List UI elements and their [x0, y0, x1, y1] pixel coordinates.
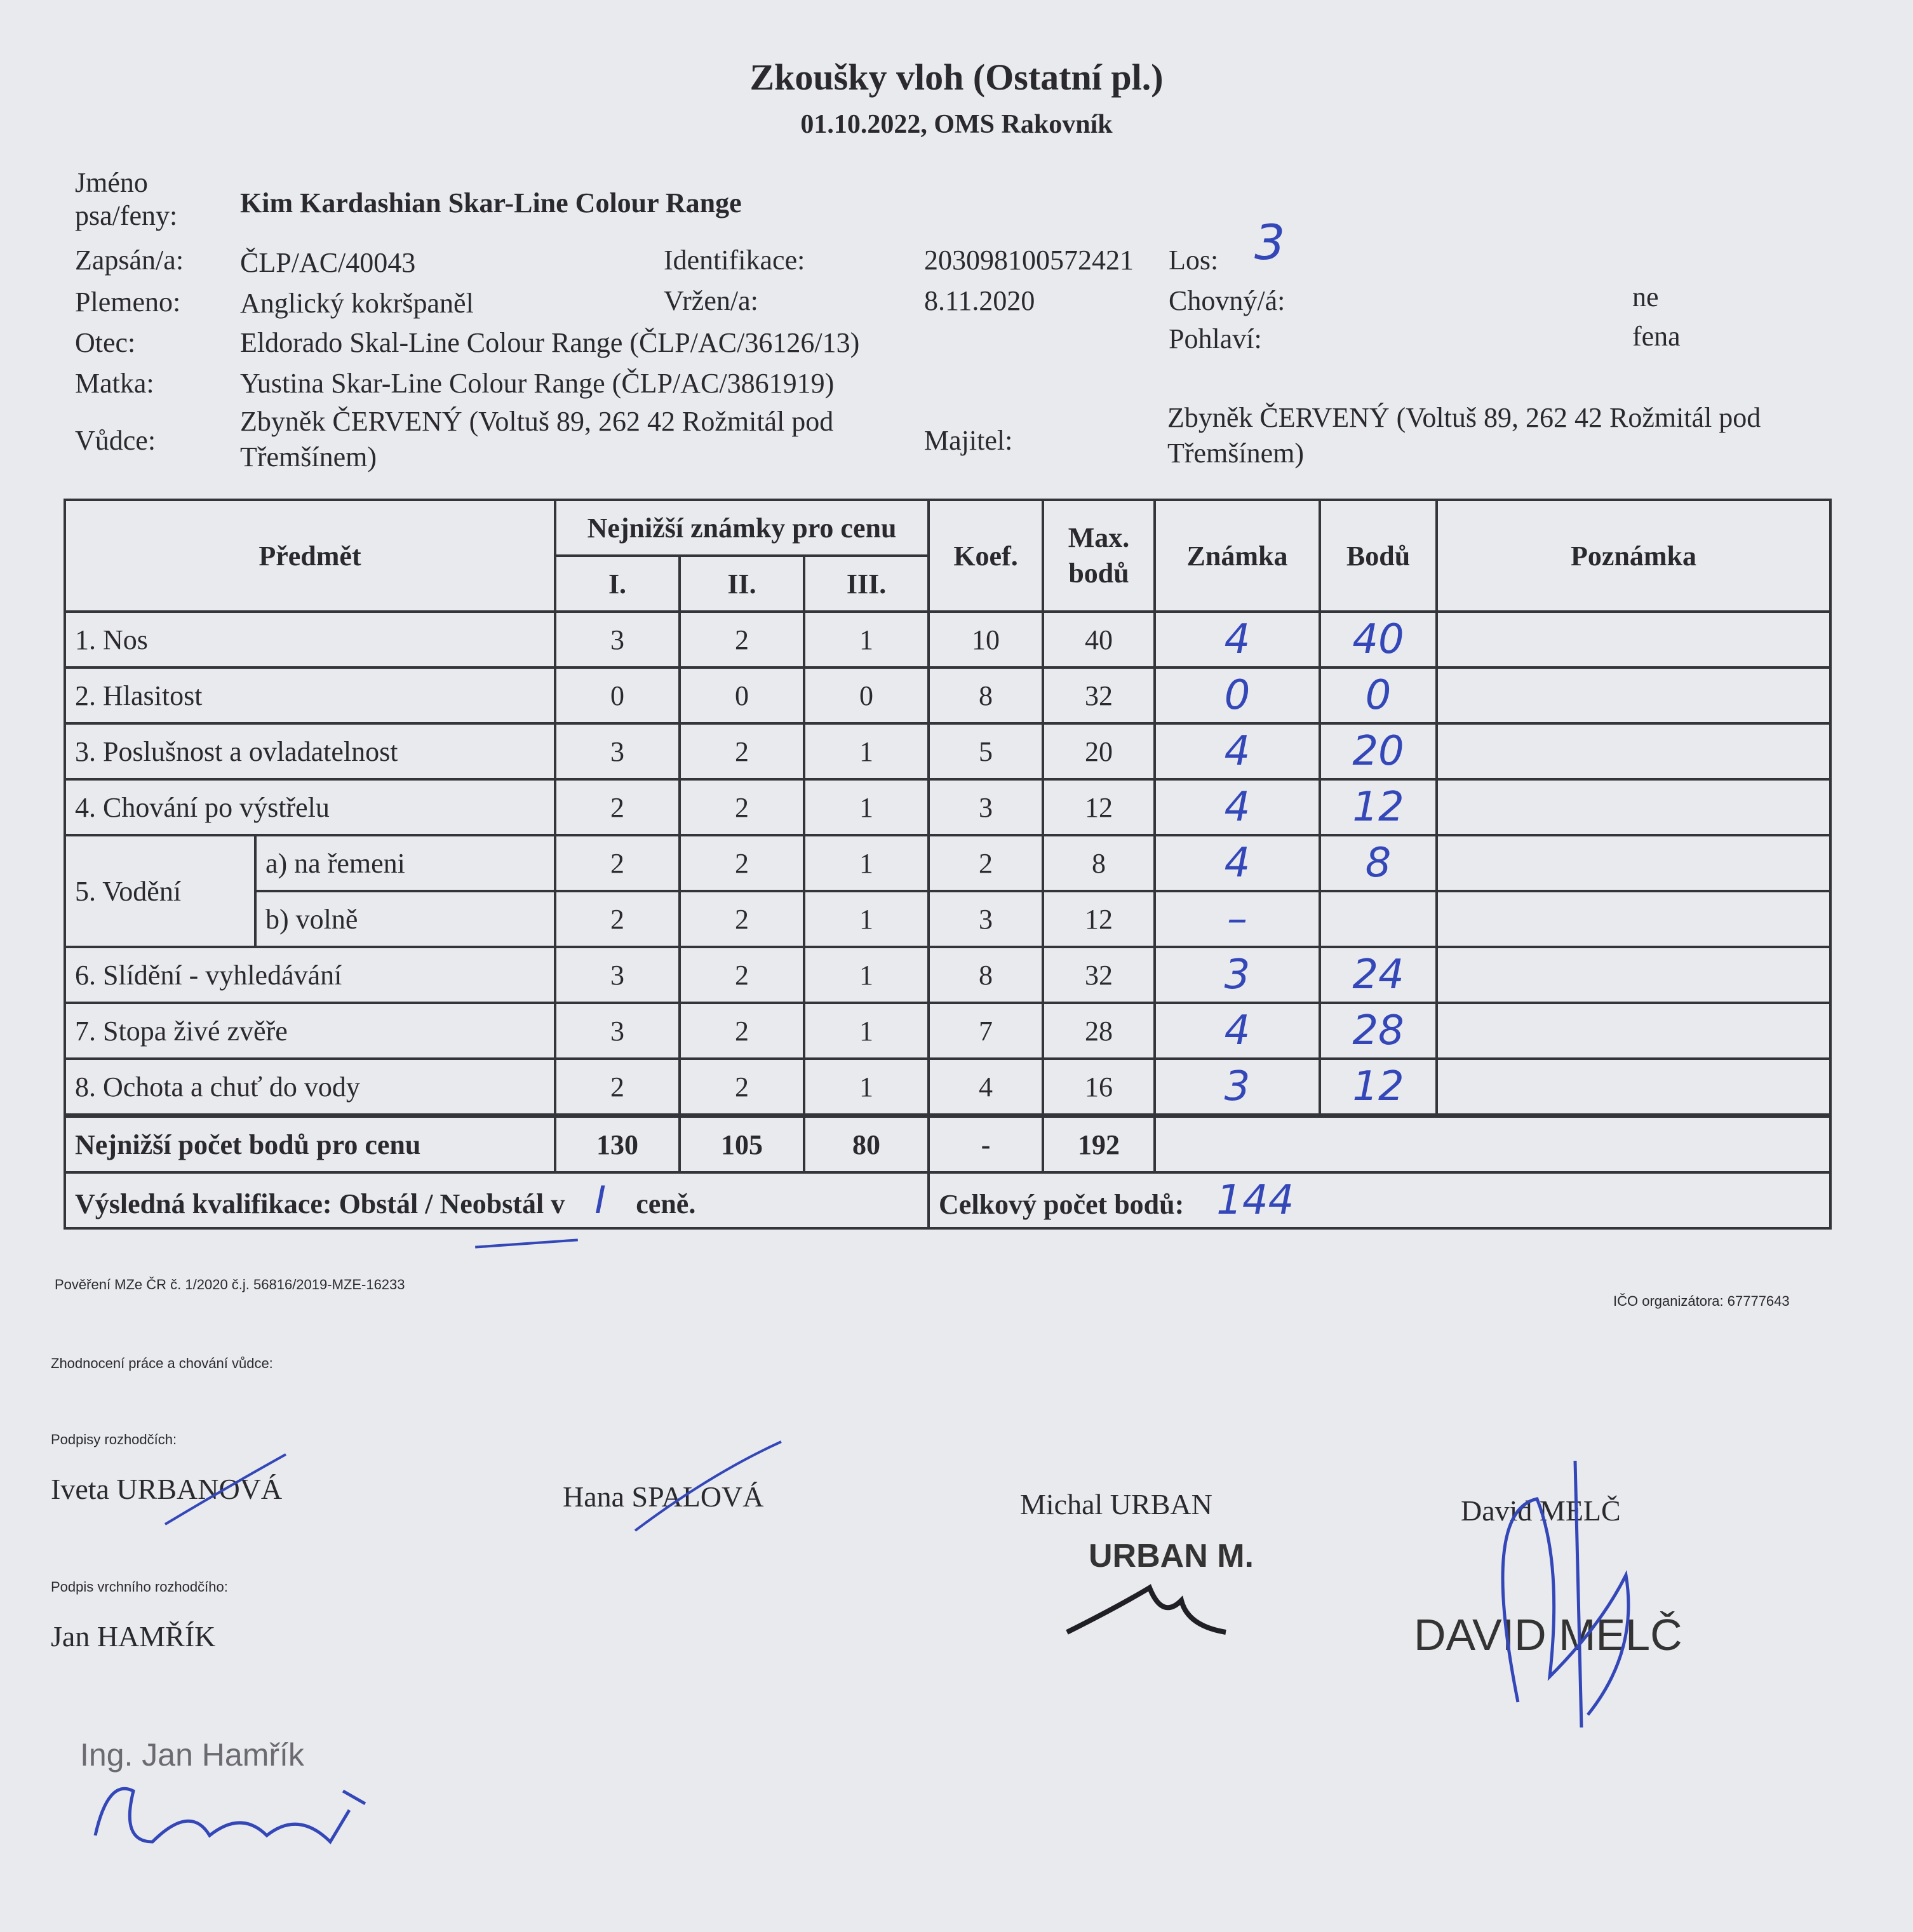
score-table [64, 499, 1832, 1230]
cell-ii: 2 [680, 612, 804, 667]
header-cena-iii: III. [804, 556, 929, 612]
cell-iii: 1 [804, 947, 929, 1003]
judge-urban: Michal URBAN [1020, 1488, 1212, 1520]
zhodnoceni-label: Zhodnocení práce a chování vůdce: [51, 1355, 273, 1371]
otec-value: Eldorado Skal-Line Colour Range (ČLP/AC/36126/13) [240, 327, 860, 358]
signatures-layer [0, 1397, 1913, 1905]
neobstal-strike [475, 1238, 578, 1248]
vrzen-label: Vržen/a: [664, 285, 758, 316]
cell-body[interactable]: 12 [1320, 779, 1437, 835]
cell-poznamka[interactable] [1437, 779, 1830, 835]
table-row [65, 779, 1830, 835]
cell-koef: 8 [929, 667, 1043, 723]
cell-max: 40 [1043, 612, 1155, 667]
chovny-label: Chovný/á: [1169, 285, 1285, 316]
cell-ii: 2 [680, 1059, 804, 1116]
cell-poznamka[interactable] [1437, 723, 1830, 779]
cell-poznamka[interactable] [1437, 947, 1830, 1003]
cell-koef: 3 [929, 779, 1043, 835]
cell-ii: 0 [680, 667, 804, 723]
cell-znamka[interactable]: 4 [1155, 723, 1320, 779]
matka-label: Matka: [75, 368, 154, 399]
cell-ii: 2 [680, 1003, 804, 1059]
totals-max: 192 [1043, 1116, 1155, 1173]
vrzen-value: 8.11.2020 [924, 285, 1035, 316]
cell-max: 28 [1043, 1003, 1155, 1059]
judge-melc: David MELČ [1461, 1494, 1621, 1527]
header-predmet: Předmět [65, 500, 555, 612]
cell-poznamka[interactable] [1437, 612, 1830, 667]
totals-i: 130 [555, 1116, 680, 1173]
zapsan-label: Zapsán/a: [75, 245, 184, 276]
cell-i: 3 [555, 947, 680, 1003]
totals-empty [1155, 1116, 1830, 1173]
dog-name: Kim Kardashian Skar-Line Colour Range [240, 187, 742, 218]
signature-urbanova [165, 1454, 286, 1524]
qualification-prefix: Výsledná kvalifikace: Obstál / Neobstál v [75, 1188, 565, 1219]
cell-iii: 1 [804, 779, 929, 835]
cell-poznamka[interactable] [1437, 1003, 1830, 1059]
los-value: 3 [1254, 214, 1285, 271]
header-nejnizsi: Nejnižší známky pro cenu [555, 500, 929, 556]
header-row-1 [65, 500, 1830, 556]
cell-iii: 1 [804, 1003, 929, 1059]
header-koef: Koef. [929, 500, 1043, 612]
cell-i: 3 [555, 612, 680, 667]
totals-koef: - [929, 1116, 1043, 1173]
cell-i: 3 [555, 723, 680, 779]
cell-i: 2 [555, 835, 680, 891]
total-points-cell [929, 1172, 1830, 1228]
plemeno-value: Anglický kokršpaněl [240, 288, 474, 319]
cell-i: 0 [555, 667, 680, 723]
cell-body[interactable]: 8 [1320, 835, 1437, 891]
cell-znamka[interactable]: 0 [1155, 667, 1320, 723]
ident-label: Identifikace: [664, 245, 805, 276]
cell-max: 12 [1043, 779, 1155, 835]
majitel-value: Zbyněk ČERVENÝ (Voltuš 89, 262 42 Rožmitál pod Třemšínem) [1167, 402, 1761, 469]
cell-i: 2 [555, 891, 680, 947]
cell-znamka[interactable]: – [1155, 891, 1320, 947]
cell-body[interactable]: 40 [1320, 612, 1437, 667]
total-points-value[interactable]: 144 [1216, 1177, 1294, 1224]
cell-body[interactable]: 12 [1320, 1059, 1437, 1116]
cell-koef: 3 [929, 891, 1043, 947]
vudce-label: Vůdce: [75, 425, 156, 456]
cell-znamka[interactable]: 4 [1155, 1003, 1320, 1059]
qualification-suffix: ceně. [636, 1188, 696, 1219]
cell-i: 2 [555, 779, 680, 835]
table-row [65, 723, 1830, 779]
result-row [65, 1172, 1830, 1228]
cell-koef: 2 [929, 835, 1043, 891]
cell-koef: 5 [929, 723, 1043, 779]
cell-ii: 2 [680, 723, 804, 779]
row-subject: 2. Hlasitost [65, 667, 555, 723]
cell-poznamka[interactable] [1437, 891, 1830, 947]
header-znamka: Známka [1155, 500, 1320, 612]
cell-znamka[interactable]: 3 [1155, 1059, 1320, 1116]
qualification-cell [65, 1172, 929, 1228]
signature-urban [1067, 1588, 1226, 1632]
pohlavi-label: Pohlaví: [1169, 323, 1262, 354]
totals-ii: 105 [680, 1116, 804, 1173]
stamp-melc: DAVID MELČ [1414, 1610, 1682, 1660]
cell-iii: 1 [804, 835, 929, 891]
header-cena-i: I. [555, 556, 680, 612]
table-row [65, 667, 1830, 723]
stamp-urban: URBAN M. [1089, 1538, 1254, 1574]
cell-iii: 1 [804, 612, 929, 667]
table-row [65, 835, 1830, 891]
judge-spalova: Hana SPALOVÁ [563, 1480, 764, 1513]
row-subject: 8. Ochota a chuť do vody [65, 1059, 555, 1116]
cell-i: 2 [555, 1059, 680, 1116]
cell-iii: 1 [804, 723, 929, 779]
cell-ii: 2 [680, 891, 804, 947]
cell-ii: 2 [680, 779, 804, 835]
cell-znamka[interactable]: 4 [1155, 612, 1320, 667]
cell-koef: 4 [929, 1059, 1043, 1116]
cell-max: 12 [1043, 891, 1155, 947]
signature-hamrik [95, 1788, 365, 1842]
cell-max: 16 [1043, 1059, 1155, 1116]
row-subsubject: a) na řemeni [255, 835, 555, 891]
table-row [65, 1003, 1830, 1059]
cell-koef: 10 [929, 612, 1043, 667]
majitel-label: Majitel: [924, 425, 1013, 456]
cell-max: 20 [1043, 723, 1155, 779]
judge-urbanova: Iveta URBANOVÁ [51, 1473, 283, 1505]
cell-znamka[interactable]: 4 [1155, 835, 1320, 891]
matka-value: Yustina Skar-Line Colour Range (ČLP/AC/3861919) [240, 368, 835, 399]
header-bodu: Bodů [1320, 500, 1437, 612]
cell-poznamka[interactable] [1437, 835, 1830, 891]
row-subject: 3. Poslušnost a ovladatelnost [65, 723, 555, 779]
row-subject: 7. Stopa živé zvěře [65, 1003, 555, 1059]
chovny-value: ne [1632, 281, 1659, 312]
cell-ii: 2 [680, 835, 804, 891]
povereni-note: Pověření MZe ČR č. 1/2020 č.j. 56816/2019-MZE-16233 [55, 1277, 405, 1292]
cell-body[interactable]: 24 [1320, 947, 1437, 1003]
header-max: Max. bodů [1043, 500, 1155, 612]
stamp-hamrik: Ing. Jan Hamřík [80, 1737, 304, 1773]
row-subject: 5. Vodění [65, 835, 255, 947]
cell-body[interactable]: 0 [1320, 667, 1437, 723]
signature-spalova [635, 1442, 781, 1531]
document-subtitle: 01.10.2022, OMS Rakovník [800, 110, 1113, 139]
row-subject: 6. Slídění - vyhledávání [65, 947, 555, 1003]
cell-max: 32 [1043, 667, 1155, 723]
cell-iii: 1 [804, 1059, 929, 1116]
totals-label: Nejnižší počet bodů pro cenu [65, 1116, 555, 1173]
cell-poznamka[interactable] [1437, 667, 1830, 723]
total-points-label: Celkový počet bodů: [939, 1189, 1185, 1220]
table-row [65, 891, 1830, 947]
row-subject: 4. Chování po výstřelu [65, 779, 555, 835]
signature-melc [1503, 1461, 1628, 1727]
cell-koef: 7 [929, 1003, 1043, 1059]
totals-iii: 80 [804, 1116, 929, 1173]
qualification-value[interactable]: I [594, 1178, 607, 1223]
plemeno-label: Plemeno: [75, 286, 181, 318]
header-cena-ii: II. [680, 556, 804, 612]
cell-ii: 2 [680, 947, 804, 1003]
table-row [65, 1059, 1830, 1116]
otec-label: Otec: [75, 327, 136, 358]
cell-poznamka[interactable] [1437, 1059, 1830, 1116]
podpisy-label: Podpisy rozhodčích: [51, 1432, 177, 1447]
cell-max: 8 [1043, 835, 1155, 891]
cell-body[interactable] [1320, 891, 1437, 947]
cell-koef: 8 [929, 947, 1043, 1003]
cell-body[interactable]: 28 [1320, 1003, 1437, 1059]
header-poznamka: Poznámka [1437, 500, 1830, 612]
document-title: Zkoušky vloh (Ostatní pl.) [749, 57, 1164, 98]
pohlavi-value: fena [1632, 321, 1681, 352]
row-subject: 1. Nos [65, 612, 555, 667]
row-subsubject: b) volně [255, 891, 555, 947]
cell-znamka[interactable]: 4 [1155, 779, 1320, 835]
zapsan-value: ČLP/AC/40043 [240, 247, 416, 278]
cell-i: 3 [555, 1003, 680, 1059]
table-row [65, 612, 1830, 667]
ico-note: IČO organizátora: 67777643 [1613, 1293, 1790, 1309]
podpis-vrchniho-label: Podpis vrchního rozhodčího: [51, 1579, 228, 1595]
cell-iii: 1 [804, 891, 929, 947]
ident-value: 203098100572421 [924, 245, 1134, 276]
cell-iii: 0 [804, 667, 929, 723]
cell-max: 32 [1043, 947, 1155, 1003]
vudce-value: Zbyněk ČERVENÝ (Voltuš 89, 262 42 Rožmitál pod Třemšínem) [240, 406, 834, 473]
los-label: Los: [1169, 245, 1219, 276]
name-label: Jméno psa/feny: [75, 167, 178, 231]
cell-body[interactable]: 20 [1320, 723, 1437, 779]
cell-znamka[interactable]: 3 [1155, 947, 1320, 1003]
chief-judge-hamrik: Jan HAMŘÍK [51, 1620, 216, 1653]
totals-row [65, 1116, 1830, 1173]
table-row [65, 947, 1830, 1003]
